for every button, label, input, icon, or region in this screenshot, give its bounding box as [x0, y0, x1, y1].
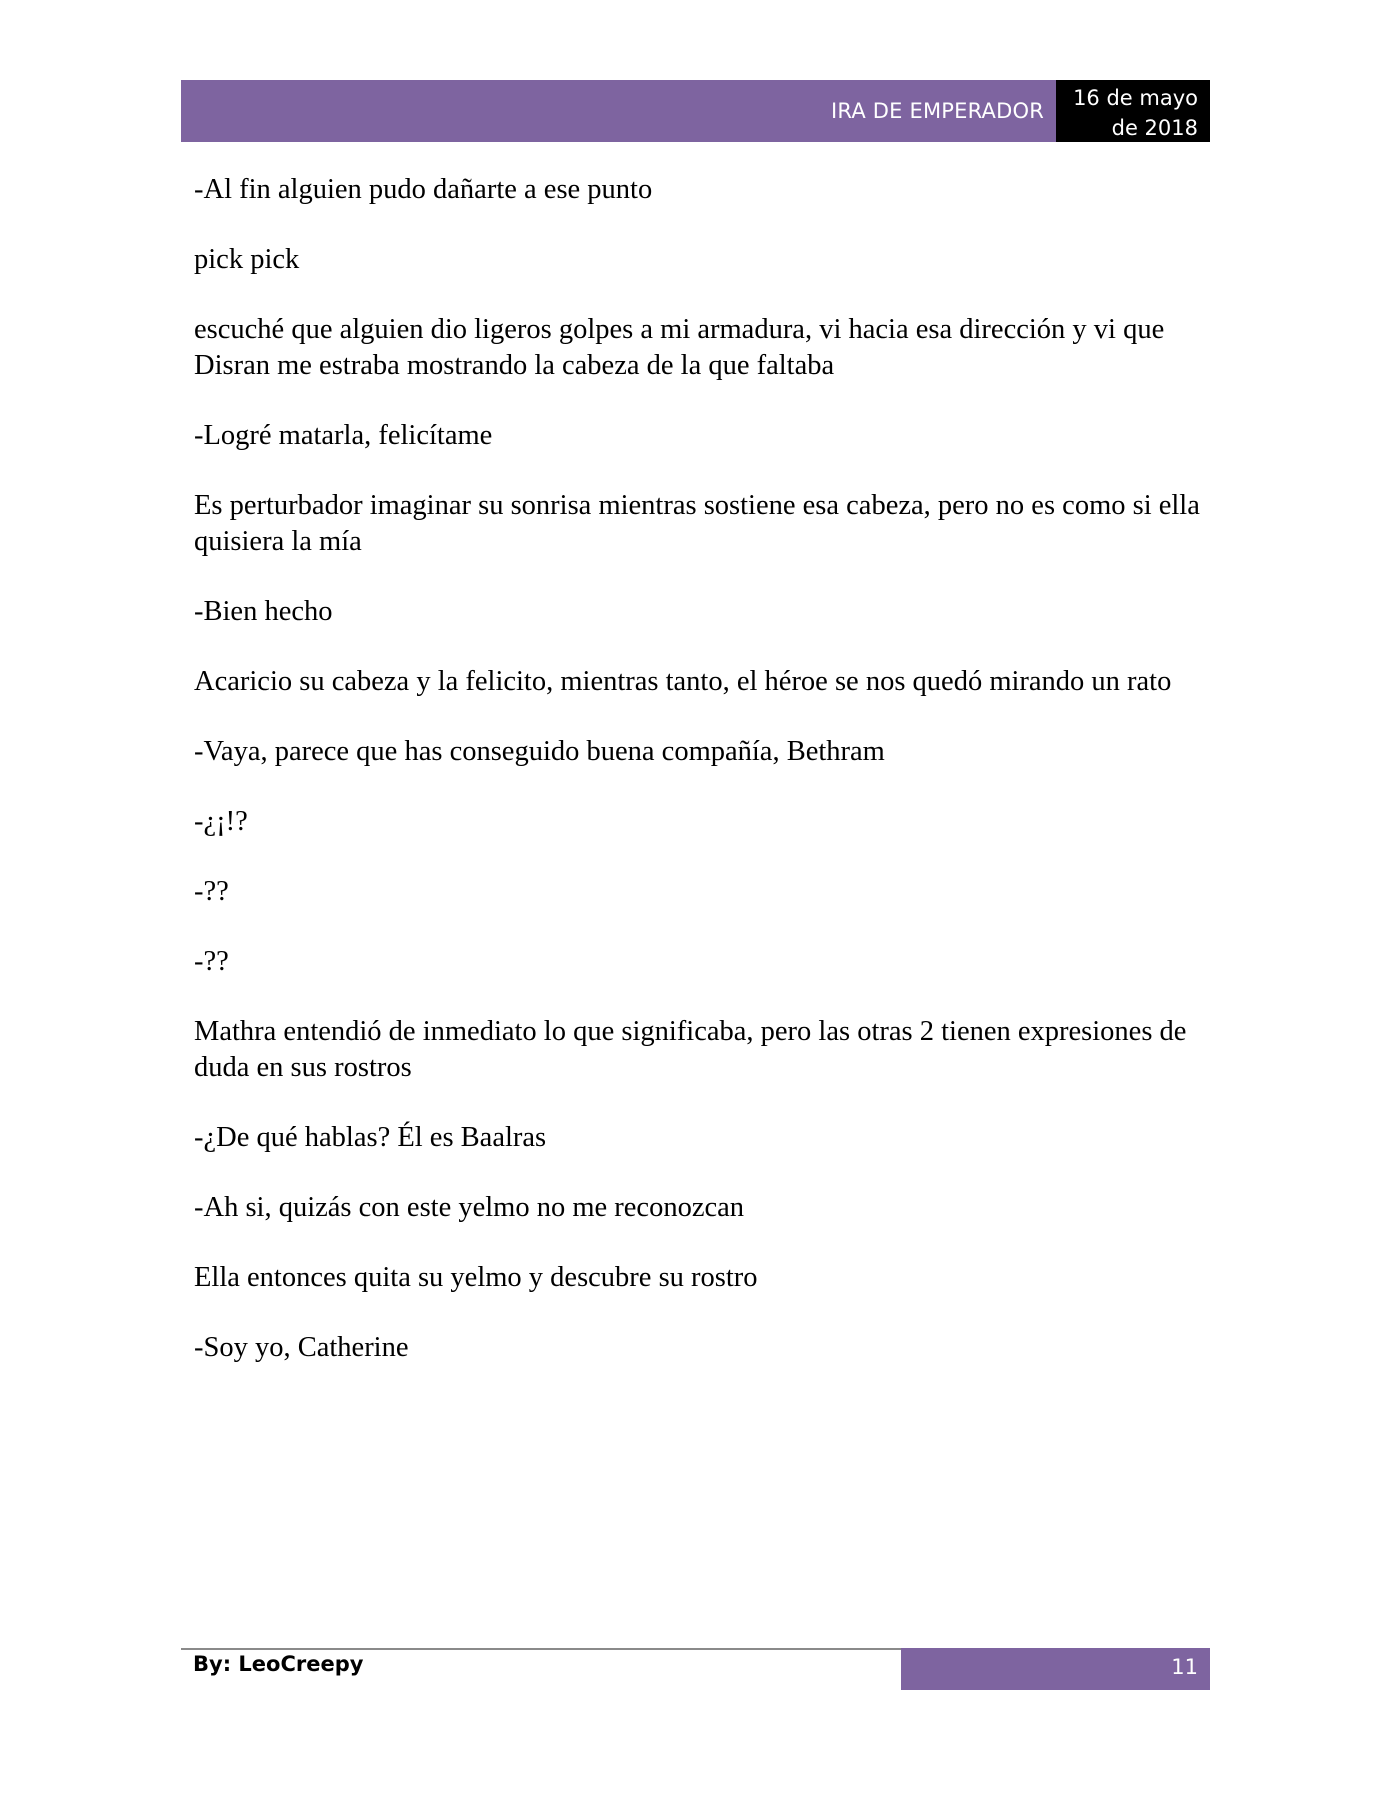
footer-page-bar	[901, 1648, 1210, 1690]
paragraph: -Logré matarla, felicítame	[194, 420, 493, 451]
paragraph: -¿¡!?	[194, 806, 248, 837]
body-text	[194, 172, 1206, 1400]
paragraph: -Bien hecho	[194, 596, 333, 627]
paragraph: -??	[194, 946, 229, 977]
paragraph: Acaricio su cabeza y la felicito, mientras tanto, el héroe se nos quedó mirando un rato	[194, 666, 1172, 697]
paragraph: Ella entonces quita su yelmo y descubre su rostro	[194, 1262, 758, 1293]
footer-divider	[181, 1648, 901, 1650]
paragraph: Mathra entendió de inmediato lo que significaba, pero las otras 2 tienen expresiones de duda en sus rostros	[194, 1016, 1187, 1083]
paragraph: -¿De qué hablas? Él es Baalras	[194, 1122, 547, 1153]
paragraph: -??	[194, 876, 229, 907]
header-date	[1058, 83, 1198, 143]
header-date-line-1: 16 de mayo	[1073, 86, 1198, 110]
header-date-line-2: de 2018	[1111, 116, 1198, 140]
paragraph: -Ah si, quizás con este yelmo no me reconozcan	[194, 1192, 745, 1223]
header-title-bar	[181, 80, 1056, 142]
header-title: IRA DE EMPERADOR	[830, 99, 1044, 123]
page-header	[181, 80, 1210, 142]
paragraph: escuché que alguien dio ligeros golpes a mi armadura, vi hacia esa dirección y vi que Disran me estraba mostrando la cabeza de la que faltaba	[194, 314, 1165, 381]
paragraph: Es perturbador imaginar su sonrisa mientras sostiene esa cabeza, pero no es como si ella quisiera la mía	[194, 490, 1200, 557]
paragraph: -Soy yo, Catherine	[194, 1332, 409, 1363]
footer-author: By: LeoCreepy	[193, 1652, 364, 1676]
page-footer	[181, 1648, 1210, 1690]
paragraph: -Vaya, parece que has conseguido buena compañía, Bethram	[194, 736, 885, 767]
paragraph: pick pick	[194, 244, 300, 275]
page-number: 11	[1171, 1655, 1198, 1679]
paragraph: -Al fin alguien pudo dañarte a ese punto	[194, 174, 653, 205]
header-date-box	[1056, 80, 1210, 142]
